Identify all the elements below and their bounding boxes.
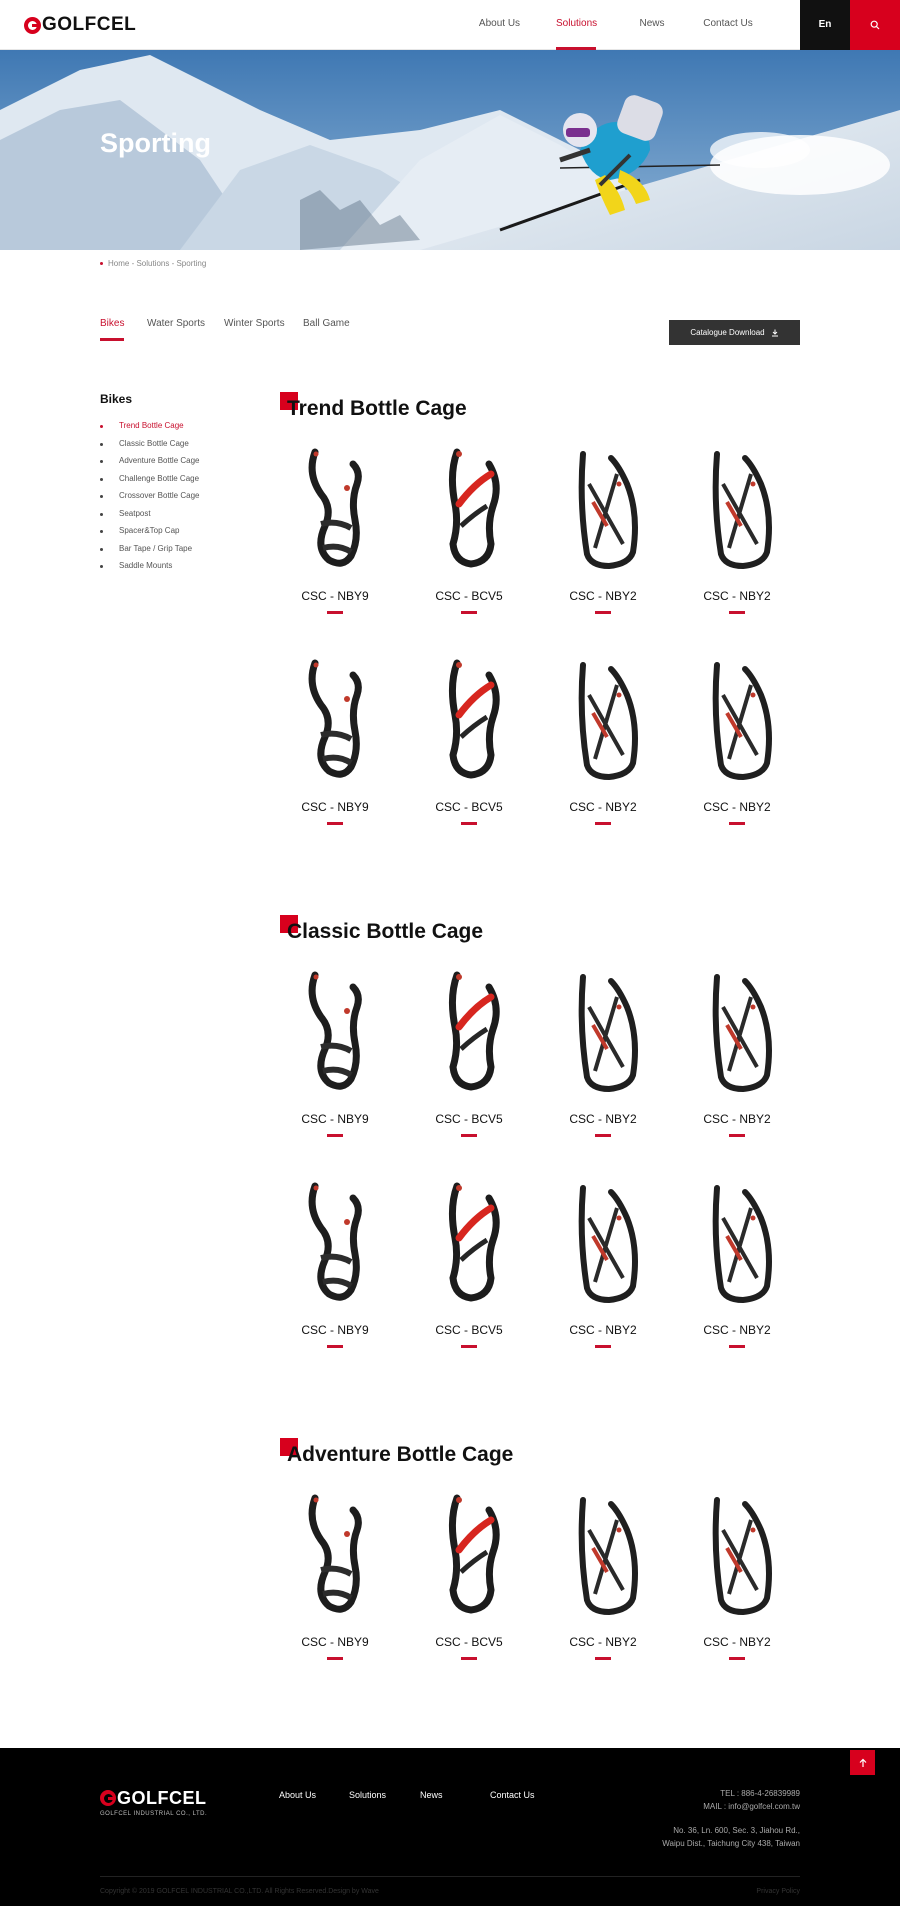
product-name[interactable]: CSC - NBY9: [301, 589, 369, 603]
product-card[interactable]: [548, 655, 658, 845]
product-name[interactable]: CSC - NBY2: [703, 589, 771, 603]
hero-banner: [0, 50, 900, 250]
catalogue-download-button[interactable]: Catalogue Download: [669, 320, 800, 345]
section-title: Classic Bottle Cage: [287, 920, 484, 943]
download-icon: [771, 329, 779, 337]
footer-divider: [100, 1876, 800, 1877]
product-underline: [327, 822, 343, 825]
section-adventure-bottle-cage: [280, 1438, 800, 1649]
language-switch[interactable]: En: [800, 0, 850, 50]
product-card[interactable]: [280, 1490, 390, 1680]
search-button[interactable]: [850, 0, 900, 50]
bottle-cage-image[interactable]: [687, 1178, 787, 1306]
product-underline: [327, 1345, 343, 1348]
product-name[interactable]: CSC - BCV5: [435, 589, 503, 603]
site-header: [0, 0, 900, 50]
product-name[interactable]: CSC - NBY9: [301, 1635, 369, 1649]
product-underline: [327, 1134, 343, 1137]
product-underline: [461, 611, 477, 614]
product-underline: [595, 1657, 611, 1660]
product-name[interactable]: CSC - BCV5: [435, 1635, 503, 1649]
sidebar: [100, 392, 260, 578]
product-underline: [729, 822, 745, 825]
product-card[interactable]: [682, 967, 792, 1157]
product-name[interactable]: CSC - BCV5: [435, 1323, 503, 1337]
product-name[interactable]: CSC - NBY2: [569, 1112, 637, 1126]
logo[interactable]: GOLFCEL: [24, 15, 136, 35]
bottle-cage-image[interactable]: [285, 444, 385, 572]
product-underline: [729, 611, 745, 614]
section-title: Trend Bottle Cage: [287, 397, 467, 420]
nav-solutions[interactable]: Solutions: [556, 0, 596, 50]
product-underline: [461, 1657, 477, 1660]
nav-news[interactable]: News: [639, 18, 665, 29]
footer-link-news[interactable]: News: [420, 1790, 443, 1800]
bottle-cage-image[interactable]: [419, 444, 519, 572]
product-underline: [327, 1657, 343, 1660]
breadcrumb-text[interactable]: Home - Solutions - Sporting: [108, 259, 207, 268]
section-trend-bottle-cage: [280, 392, 800, 814]
bottle-cage-image[interactable]: [285, 1490, 385, 1618]
section-title: Adventure Bottle Cage: [287, 1443, 514, 1466]
product-card[interactable]: [280, 655, 390, 845]
product-underline: [729, 1657, 745, 1660]
product-underline: [461, 822, 477, 825]
product-underline: [729, 1345, 745, 1348]
product-card[interactable]: [682, 444, 792, 634]
product-name[interactable]: CSC - BCV5: [435, 1112, 503, 1126]
sidebar-item[interactable]: Bar Tape / Grip Tape: [100, 543, 260, 561]
nav-contact-us[interactable]: Contact Us: [703, 18, 753, 29]
bottle-cage-image[interactable]: [419, 655, 519, 783]
product-underline: [461, 1345, 477, 1348]
bottle-cage-image[interactable]: [419, 967, 519, 1095]
footer-privacy-link[interactable]: Privacy Policy: [756, 1888, 800, 1895]
product-underline: [461, 1134, 477, 1137]
tab-winter-sports[interactable]: Winter Sports: [224, 318, 285, 329]
product-card[interactable]: [682, 1490, 792, 1680]
product-name[interactable]: CSC - NBY9: [301, 1112, 369, 1126]
footer-contact: [662, 1787, 800, 1850]
sidebar-item[interactable]: Trend Bottle Cage: [100, 420, 260, 438]
tab-water-sports[interactable]: Water Sports: [147, 318, 205, 329]
product-card[interactable]: [280, 967, 390, 1157]
product-name[interactable]: CSC - NBY2: [703, 1323, 771, 1337]
product-underline: [729, 1134, 745, 1137]
product-card[interactable]: [548, 444, 658, 634]
bottle-cage-image[interactable]: [553, 1490, 653, 1618]
product-underline: [595, 1345, 611, 1348]
product-card[interactable]: [414, 655, 524, 845]
bottle-cage-image[interactable]: [419, 1490, 519, 1618]
section-classic-bottle-cage: [280, 915, 800, 1337]
footer-link-about-us[interactable]: About Us: [279, 1790, 317, 1800]
footer-mail[interactable]: MAIL : info@golfcel.com.tw: [703, 1802, 800, 1811]
product-card[interactable]: [414, 967, 524, 1157]
product-name[interactable]: CSC - NBY9: [301, 800, 369, 814]
footer-company-name: GOLFCEL INDUSTRIAL CO., LTD.: [100, 1811, 208, 1817]
sidebar-item[interactable]: Classic Bottle Cage: [100, 438, 260, 456]
product-card[interactable]: [414, 1178, 524, 1368]
product-name[interactable]: CSC - NBY2: [703, 1635, 771, 1649]
sidebar-item[interactable]: Challenge Bottle Cage: [100, 473, 260, 491]
bottle-cage-image[interactable]: [285, 655, 385, 783]
sidebar-item[interactable]: Crossover Bottle Cage: [100, 490, 260, 508]
product-card[interactable]: [414, 444, 524, 634]
product-name[interactable]: CSC - NBY2: [569, 589, 637, 603]
product-card[interactable]: [280, 444, 390, 634]
bottle-cage-image[interactable]: [687, 1490, 787, 1618]
product-card[interactable]: [548, 1490, 658, 1680]
sidebar-item[interactable]: Adventure Bottle Cage: [100, 455, 260, 473]
arrow-up-icon: [858, 1758, 868, 1768]
tab-bikes[interactable]: Bikes: [100, 318, 125, 329]
bottle-cage-image[interactable]: [687, 967, 787, 1095]
bottle-cage-image[interactable]: [687, 444, 787, 572]
back-to-top-button[interactable]: [850, 1750, 875, 1775]
footer-link-contact-us[interactable]: Contact Us: [490, 1790, 535, 1800]
breadcrumb: [100, 259, 206, 268]
logo-mark-icon: [100, 1790, 116, 1806]
product-card[interactable]: [548, 1178, 658, 1368]
product-underline: [595, 1134, 611, 1137]
bottle-cage-image[interactable]: [553, 444, 653, 572]
footer-logo[interactable]: GOLFCEL GOLFCEL INDUSTRIAL CO., LTD.: [100, 1787, 208, 1817]
product-underline: [595, 822, 611, 825]
product-name[interactable]: CSC - NBY2: [569, 1323, 637, 1337]
bottle-cage-image[interactable]: [419, 1178, 519, 1306]
product-name[interactable]: CSC - NBY9: [301, 1323, 369, 1337]
product-underline: [327, 611, 343, 614]
footer-address-line-1: No. 36, Ln. 600, Sec. 3, Jiahou Rd.,: [673, 1826, 800, 1835]
sidebar-item[interactable]: Seatpost: [100, 508, 260, 526]
footer-link-solutions[interactable]: Solutions: [349, 1790, 387, 1800]
bottle-cage-image[interactable]: [553, 967, 653, 1095]
product-name[interactable]: CSC - NBY2: [569, 800, 637, 814]
product-name[interactable]: CSC - NBY2: [703, 1112, 771, 1126]
bottle-cage-image[interactable]: [687, 655, 787, 783]
bottle-cage-image[interactable]: [553, 1178, 653, 1306]
breadcrumb-dot-icon: [100, 262, 103, 265]
nav-about-us[interactable]: About Us: [478, 18, 521, 29]
product-card[interactable]: [682, 1178, 792, 1368]
footer-tel: TEL : 886-4-26839989: [720, 1789, 800, 1798]
bottle-cage-image[interactable]: [285, 967, 385, 1095]
sidebar-item[interactable]: Spacer&Top Cap: [100, 525, 260, 543]
product-card[interactable]: [548, 967, 658, 1157]
product-name[interactable]: CSC - BCV5: [435, 800, 503, 814]
product-name[interactable]: CSC - NBY2: [569, 1635, 637, 1649]
product-underline: [595, 611, 611, 614]
search-icon: [870, 20, 880, 30]
sidebar-item[interactable]: Saddle Mounts: [100, 560, 260, 578]
tab-ball-game[interactable]: Ball Game: [303, 318, 350, 329]
bottle-cage-image[interactable]: [553, 655, 653, 783]
footer-copyright: Copyright © 2019 GOLFCEL INDUSTRIAL CO.,LTD. All Rights Reserved.Design by Wave: [100, 1888, 379, 1895]
bottle-cage-image[interactable]: [285, 1178, 385, 1306]
footer-address-line-2: Waipu Dist., Taichung City 438, Taiwan: [662, 1839, 800, 1848]
logo-mark-icon: [24, 17, 41, 34]
product-card[interactable]: [414, 1490, 524, 1680]
product-card[interactable]: [280, 1178, 390, 1368]
product-card[interactable]: [682, 655, 792, 845]
sidebar-title: Bikes: [100, 392, 133, 406]
product-name[interactable]: CSC - NBY2: [703, 800, 771, 814]
banner-title: Sporting: [100, 128, 211, 158]
